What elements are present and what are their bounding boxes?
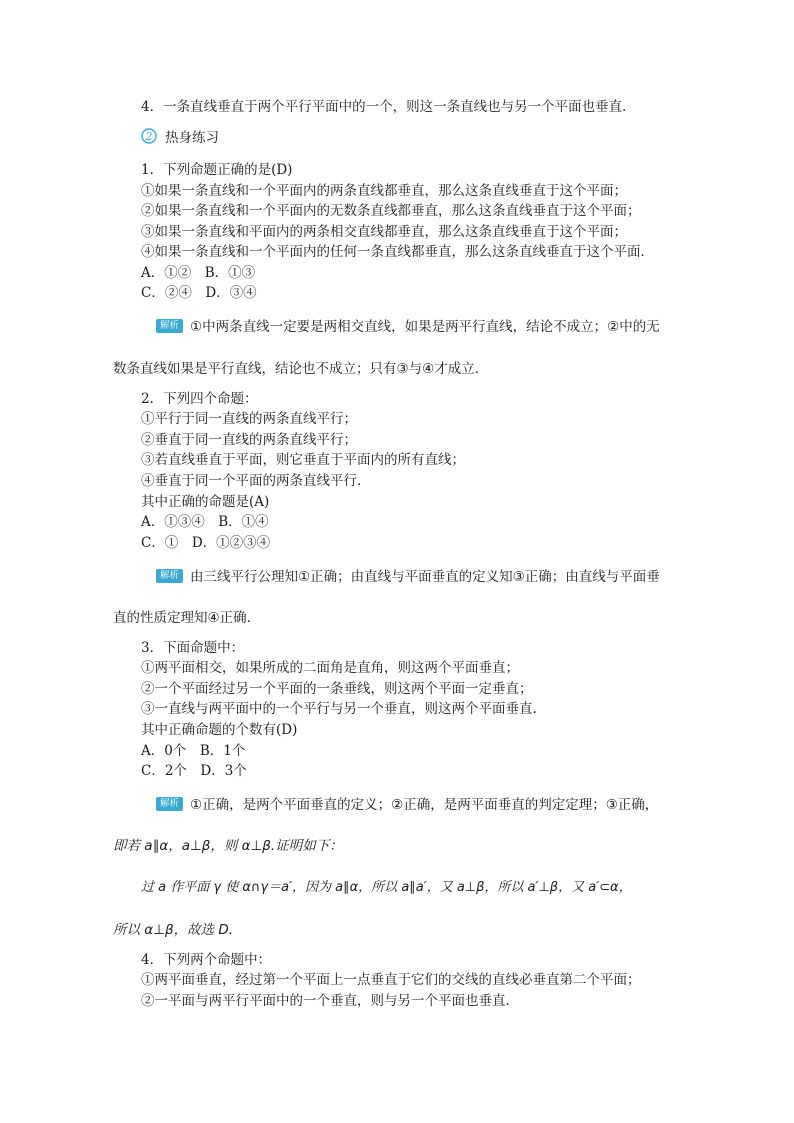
q1-stem: 1．下列命题正确的是(D)	[141, 162, 293, 178]
svg-text:2: 2	[145, 130, 153, 143]
analysis-badge: 解析	[156, 569, 183, 583]
q3-item-3: ③一直线与两平面中的一个平行与另一个垂直，则这两个平面垂直.	[141, 701, 537, 717]
q1-options-ab: A．①② B．①③	[141, 265, 256, 281]
analysis-badge: 解析	[156, 319, 183, 333]
q3-analysis-3: 过 a 作平面 γ 使 α∩γ＝a′，因为 a∥α，所以 a∥a′，又 a⊥β，所以 a′⊥β，又 a′⊂α，	[141, 880, 632, 895]
q2-stem: 2．下列四个命题：	[141, 391, 258, 407]
q2-item-1: ①平行于同一直线的两条直线平行；	[141, 411, 357, 427]
q3-analysis-1: ①正确，是两个平面垂直的定义；②正确，是两平面垂直的判定定理；③正确，	[190, 797, 659, 813]
q3-item-2: ②一个平面经过另一个平面的一条垂线，则这两个平面一定垂直；	[141, 681, 533, 697]
q4-stem: 4．下列两个命题中：	[141, 952, 272, 968]
q1-analysis-2: 数条直线如果是平行直线，结论也不成立；只有③与④才成立．	[113, 361, 489, 377]
q2-options-cd: C．① D．①②③④	[141, 535, 271, 551]
q1-item-2: ②如果一条直线和一个平面内的无数条直线都垂直，那么这条直线垂直于这个平面；	[141, 203, 641, 219]
q4-item-2: ②一平面与两平行平面中的一个垂直，则与另一个平面也垂直.	[141, 993, 510, 1009]
q1-analysis-1: ①中两条直线一定要是两相交直线，如果是两平行直线，结论不成立；②中的无	[190, 319, 660, 335]
section-title: 热身练习	[165, 130, 219, 146]
section-number-icon	[141, 128, 157, 144]
q2-options-ab: A．①③④ B．①④	[141, 514, 269, 530]
q2-item-2: ②垂直于同一直线的两条直线平行；	[141, 432, 357, 448]
q3-stem: 3．下面命题中：	[141, 640, 245, 656]
q1-item-4: ④如果一条直线和一个平面内的任何一条直线都垂直，那么这条直线垂直于这个平面．	[141, 244, 654, 260]
q3-options-ab: A．0个 B．1个	[141, 743, 246, 759]
q3-item-1: ①两平面相交，如果所成的二面角是直角，则这两个平面垂直；	[141, 660, 519, 676]
q2-analysis-1: 由三线平行公理知①正确；由直线与平面垂直的定义知③正确；由直线与平面垂	[190, 569, 660, 585]
intro-line: 4．一条直线垂直于两个平行平面中的一个，则这一条直线也与另一个平面也垂直．	[141, 99, 636, 115]
q3-options-cd: C．2个 D．3个	[141, 763, 247, 779]
q2-analysis-2: 直的性质定理知④正确．	[113, 610, 261, 626]
q1-options-cd: C．②④ D．③④	[141, 285, 257, 301]
analysis-badge: 解析	[156, 797, 183, 811]
q3-analysis-4: 所以 α⊥β，故选 D.	[113, 922, 234, 938]
q1-item-1: ①如果一条直线和一个平面内的两条直线都垂直，那么这条直线垂直于这个平面；	[141, 183, 627, 199]
q2-item-4: ④垂直于同一个平面的两条直线平行．	[141, 473, 371, 489]
q3-analysis-2: 即若 a∥α，a⊥β，则 α⊥β.证明如下：	[113, 838, 343, 854]
q2-question: 其中正确的命题是(A)	[141, 494, 270, 510]
q3-question: 其中正确命题的个数有(D)	[141, 722, 298, 738]
q4-item-1: ①两平面垂直，经过第一个平面上一点垂直于它们的交线的直线必垂直第二个平面；	[141, 972, 641, 988]
q2-item-3: ③若直线垂直于平面，则它垂直于平面内的所有直线；	[141, 452, 465, 468]
q1-item-3: ③如果一条直线和平面内的两条相交直线都垂直，那么这条直线垂直于这个平面；	[141, 224, 627, 240]
